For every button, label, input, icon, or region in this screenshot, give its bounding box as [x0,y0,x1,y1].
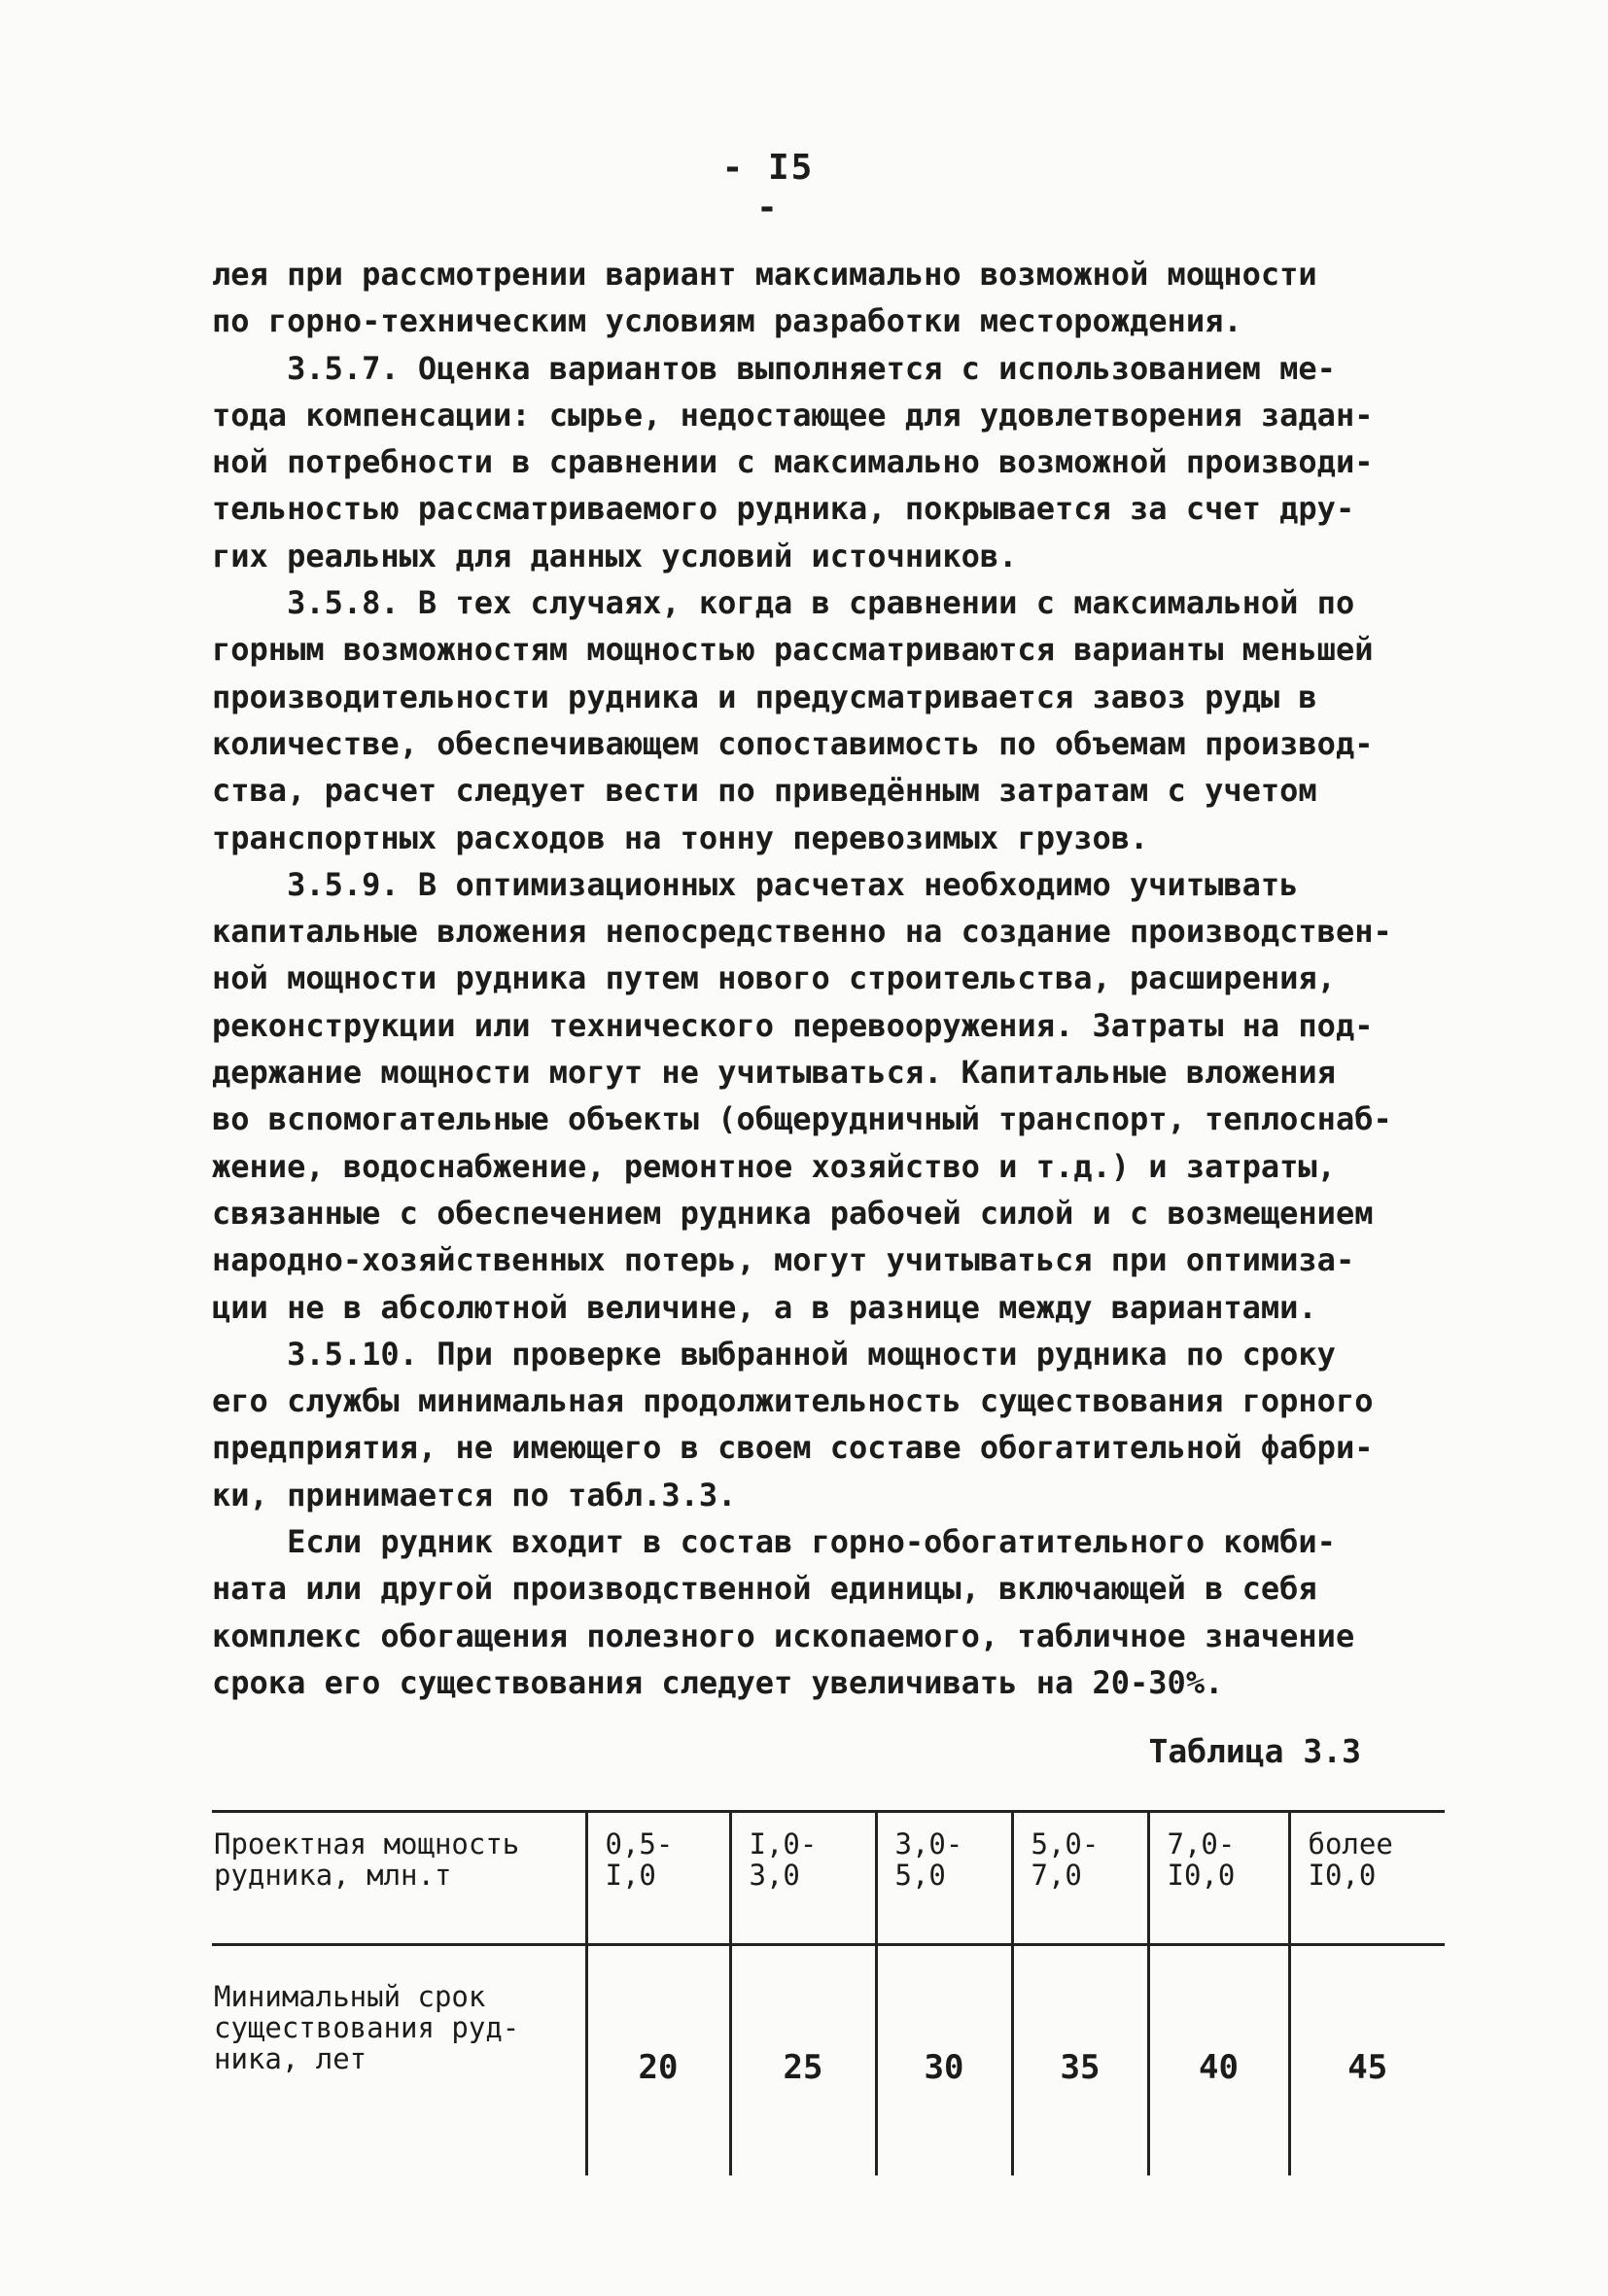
text-line: во вспомогательные объекты (общерудничный транспорт, теплоснаб- [212,1100,1392,1138]
header-cell-line: I0,0 [1308,1859,1377,1892]
value-cell: 20 [586,1945,730,2176]
header-cell [730,1812,876,1945]
header-cell [586,1812,730,1945]
text-line: ной мощности рудника путем нового строительства, расширения, [212,959,1336,997]
text-line: капитальные вложения непосредственно на создание производствен- [212,913,1392,951]
header-cell-line: 5,0- [1031,1827,1100,1861]
table-3-3 [212,1810,1445,2175]
table-caption: Таблица 3.3 [1148,1732,1361,1770]
text-line: народно-хозяйственных потерь, могут учитываться при оптимиза- [212,1241,1355,1279]
text-line: ства, расчет следует вести по приведённым затратам с учетом [212,772,1317,810]
text-line: предприятия, не имеющего в своем составе обогатительной фабри- [212,1429,1374,1467]
header-cell-line: 3,0- [894,1827,963,1861]
text-line: горным возможностям мощностью рассматриваются варианты меньшей [212,631,1374,669]
text-line: по горно-техническим условиям разработки месторождения. [212,302,1242,340]
header-cell [876,1812,1012,1945]
value-cell: 35 [1012,1945,1148,2176]
header-cell-line: I,0 [605,1859,656,1892]
header-cell-line: 5,0 [894,1859,946,1892]
text-line: производительности рудника и предусматривается завоз руды в [212,678,1317,715]
value-cell: 25 [730,1945,876,2176]
text-line: срока его существования следует увеличивать на 20-30%. [212,1663,1224,1701]
text-line: ки, принимается по табл.3.3. [212,1476,737,1513]
row-label-line: ника, лет [214,2042,367,2075]
header-cell [1012,1812,1148,1945]
header-cell-line: 3,0 [749,1859,800,1892]
text-line: количестве, обеспечивающем сопоставимость по объемам производ- [212,724,1374,762]
text-line: тода компенсации: сырье, недостающее для удовлетворения задан- [212,396,1374,434]
row-label-line: Минимальный срок [214,1980,486,2013]
text-line: ната или другой производственной единицы, включающей в себя [212,1570,1317,1608]
table-row [212,1945,1445,2176]
text-line: ной потребности в сравнении с максимально возможной производи- [212,443,1374,481]
text-line: 3.5.7. Оценка вариантов выполняется с использованием ме- [212,349,1336,387]
row-label-line: существования руд- [214,2011,520,2044]
text-line: реконструкции или технического перевооружения. Затраты на под- [212,1006,1374,1044]
text-line: 3.5.10. При проверке выбранной мощности рудника по сроку [212,1335,1336,1373]
text-line: жение, водоснабжение, ремонтное хозяйство и т.д.) и затраты, [212,1147,1336,1185]
text-line: его службы минимальная продолжительность существования горного [212,1382,1374,1420]
text-line: тельностью рассматриваемого рудника, покрывается за счет дру- [212,490,1355,528]
text-line: Если рудник входит в состав горно-обогатительного комби- [212,1523,1336,1561]
text-line: лея при рассмотрении вариант максимально возможной мощности [212,256,1317,293]
text-line: ции не в абсолютной величине, а в разнице между вариантами. [212,1288,1317,1326]
header-cell-line: I,0- [749,1827,818,1861]
header-cell-line: более [1308,1827,1393,1861]
header-cell-line: 0,5- [605,1827,674,1861]
header-label-line: рудника, млн.т [214,1859,452,1892]
header-cell-line: 7,0 [1031,1859,1082,1892]
value-cell: 45 [1289,1945,1445,2176]
text-line: транспортных расходов на тонну перевозимых грузов. [212,818,1149,856]
text-line: 3.5.8. В тех случаях, когда в сравнении с максимальной по [212,584,1355,622]
header-label-cell [212,1812,586,1945]
header-cell [1289,1812,1445,1945]
value-cell: 40 [1148,1945,1289,2176]
body-text [212,251,1427,1706]
header-label-line: Проектная мощность [214,1827,520,1861]
page-number: - I5 - [721,148,815,227]
value-cell: 30 [876,1945,1012,2176]
text-line: связанные с обеспечением рудника рабочей силой и с возмещением [212,1194,1374,1232]
header-cell-line: I0,0 [1167,1859,1236,1892]
text-line: 3.5.9. В оптимизационных расчетах необходимо учитывать [212,865,1299,903]
header-cell-line: 7,0- [1167,1827,1236,1861]
text-line: комплекс обогащения полезного ископаемого, табличное значение [212,1617,1355,1654]
header-cell [1148,1812,1289,1945]
table-header-row [212,1812,1445,1945]
text-line: гих реальных для данных условий источников. [212,537,1018,574]
row-label-cell [212,1945,586,2176]
text-line: держание мощности могут не учитываться. Капитальные вложения [212,1054,1336,1092]
